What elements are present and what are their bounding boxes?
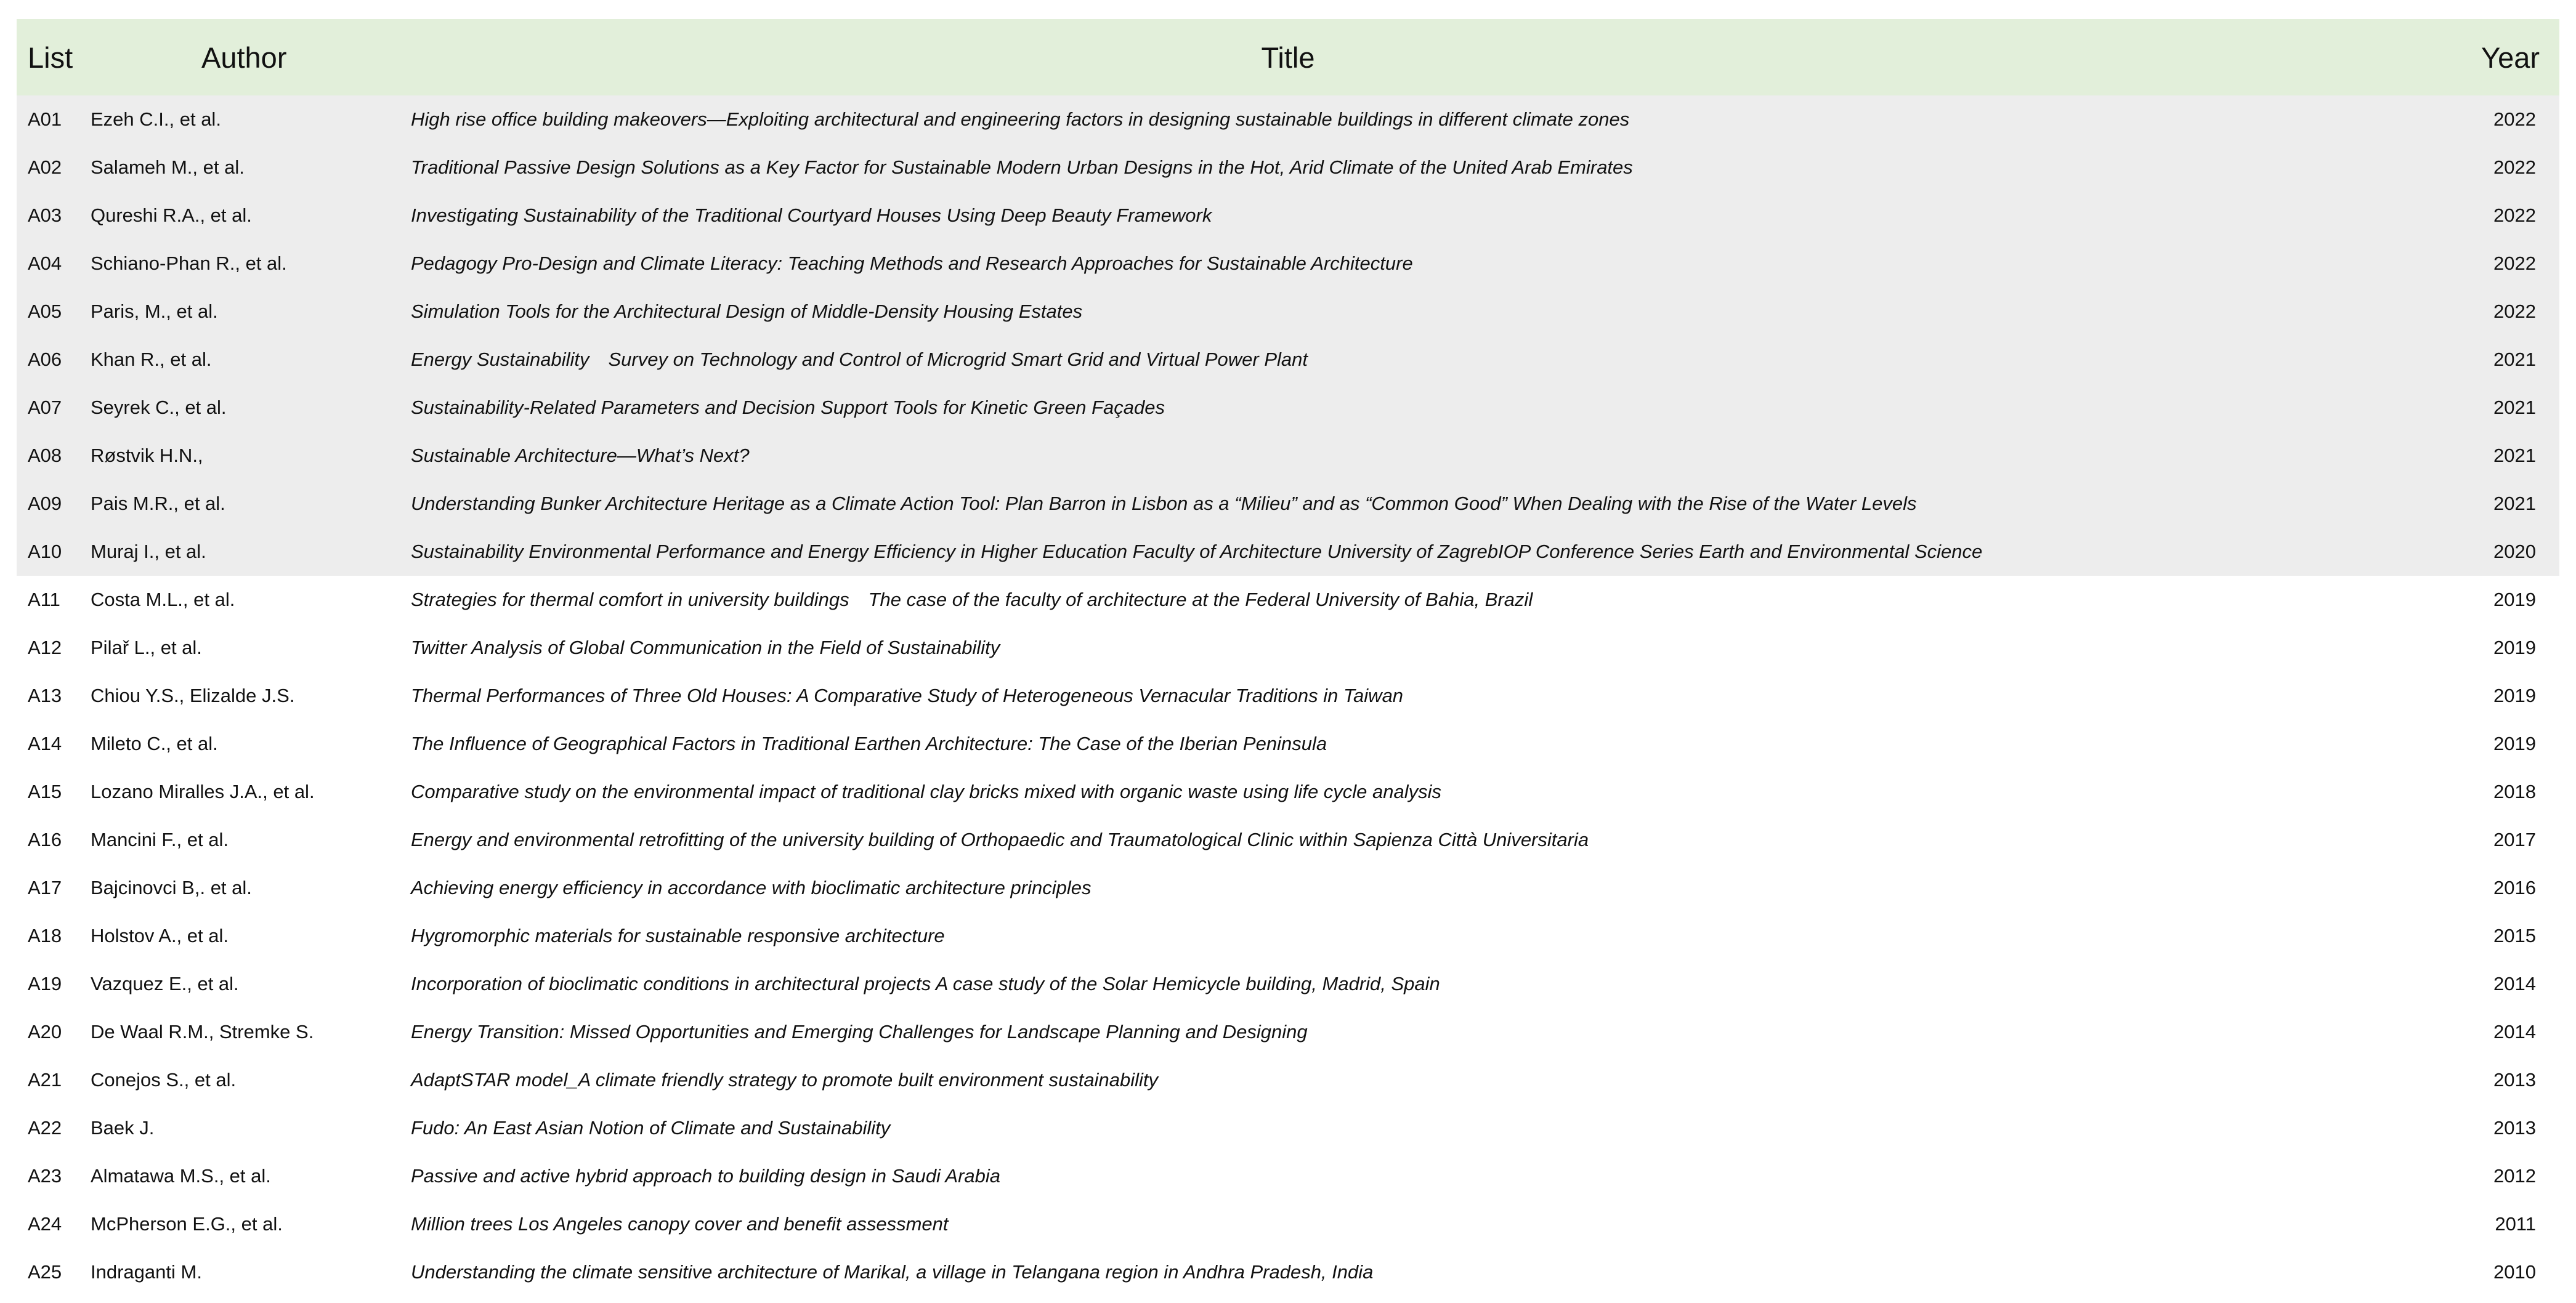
cell-list: A07 [28,397,62,418]
table-row [17,384,2559,432]
cell-author: Røstvik H.N., [91,445,203,466]
cell-author: Paris, M., et al. [91,301,218,322]
cell-year: 2022 [2493,204,2536,226]
cell-year: 2011 [2495,1213,2536,1235]
cell-year: 2019 [2493,637,2536,658]
cell-title: Hygromorphic materials for sustainable responsive architecture [411,925,945,946]
cell-year: 2021 [2493,493,2536,514]
table-row [17,1152,2559,1200]
cell-year: 2015 [2493,925,2536,946]
cell-list: A03 [28,204,62,226]
cell-title: Investigating Sustainability of the Traditional Courtyard Houses Using Deep Beauty Framework [411,204,1212,226]
table-row [17,143,2559,192]
cell-year: 2014 [2493,1021,2536,1043]
table-row [17,624,2559,672]
cell-author: Chiou Y.S., Elizalde J.S. [91,685,295,706]
header-list: List [28,41,73,74]
cell-author: Holstov A., et al. [91,925,229,946]
cell-author: Almatawa M.S., et al. [91,1165,271,1187]
table-row [17,1200,2559,1248]
cell-title: Energy Sustainability Survey on Technology and Control of Microgrid Smart Grid and Virtual Power Plant [411,349,1308,370]
table-row [17,95,2559,143]
table-row [17,336,2559,384]
cell-year: 2021 [2493,349,2536,370]
cell-title: Million trees Los Angeles canopy cover and benefit assessment [411,1213,949,1235]
cell-list: A14 [28,733,62,754]
cell-author: De Waal R.M., Stremke S. [91,1021,314,1043]
cell-list: A18 [28,925,62,946]
cell-author: Salameh M., et al. [91,156,245,178]
cell-title: Achieving energy efficiency in accordance with bioclimatic architecture principles [411,877,1092,898]
table-row [17,960,2559,1008]
cell-list: A04 [28,252,62,274]
cell-title: Comparative study on the environmental impact of traditional clay bricks mixed with organic waste using life cycle analysis [411,781,1442,802]
cell-author: Lozano Miralles J.A., et al. [91,781,315,802]
cell-title: Passive and active hybrid approach to building design in Saudi Arabia [411,1165,1001,1187]
cell-list: A25 [28,1261,62,1283]
cell-list: A02 [28,156,62,178]
cell-year: 2022 [2493,301,2536,322]
table-row [17,1104,2559,1152]
cell-year: 2021 [2493,397,2536,418]
cell-author: McPherson E.G., et al. [91,1213,283,1235]
table-row [17,240,2559,288]
cell-year: 2013 [2493,1117,2536,1139]
cell-list: A24 [28,1213,62,1235]
table-row [17,864,2559,912]
header-title: Title [1261,41,1315,74]
cell-title: Incorporation of bioclimatic conditions in architectural projects A case study of the Solar Hemicycle building, Madrid, Spain [411,973,1440,994]
cell-title: Energy and environmental retrofitting of the university building of Orthopaedic and Traumatological Clinic within Sapienza Città Universitaria [411,829,1589,850]
cell-title: Understanding Bunker Architecture Heritage as a Climate Action Tool: Plan Barron in Lisbon as a “Milieu” and as “Common Good” When Dealing with the Rise of the Water Levels [411,493,1917,514]
cell-author: Pais M.R., et al. [91,493,225,514]
cell-author: Bajcinovci B,. et al. [91,877,252,898]
cell-year: 2022 [2493,252,2536,274]
reference-table [17,19,2559,1296]
cell-title: Thermal Performances of Three Old Houses: A Comparative Study of Heterogeneous Vernacular Traditions in Taiwan [411,685,1404,706]
cell-author: Vazquez E., et al. [91,973,239,994]
table-row [17,1248,2559,1296]
cell-list: A11 [28,589,60,610]
cell-year: 2021 [2493,445,2536,466]
cell-title: Pedagogy Pro-Design and Climate Literacy: Teaching Methods and Research Approaches for Sustainable Architecture [411,252,1413,274]
header-author: Author [201,41,287,74]
cell-title: High rise office building makeovers—Exploiting architectural and engineering factors in designing sustainable buildings in different climate zones [411,108,1630,130]
cell-author: Schiano-Phan R., et al. [91,252,287,274]
cell-year: 2022 [2493,156,2536,178]
cell-author: Ezeh C.I., et al. [91,108,221,130]
cell-list: A01 [28,108,62,130]
cell-year: 2016 [2493,877,2536,898]
cell-list: A09 [28,493,62,514]
header-year: Year [2481,41,2540,74]
cell-title: AdaptSTAR model_A climate friendly strategy to promote built environment sustainability [411,1069,1159,1091]
cell-author: Muraj I., et al. [91,541,206,562]
cell-list: A23 [28,1165,62,1187]
table-row [17,768,2559,816]
cell-title: Strategies for thermal comfort in university buildings The case of the faculty of architecture at the Federal University of Bahia, Brazil [411,589,1533,610]
cell-title: Sustainable Architecture—What’s Next? [411,445,750,466]
cell-list: A21 [28,1069,62,1091]
cell-list: A15 [28,781,62,802]
cell-year: 2019 [2493,733,2536,754]
table-row [17,480,2559,528]
cell-title: Fudo: An East Asian Notion of Climate and Sustainability [411,1117,891,1139]
cell-year: 2018 [2493,781,2536,802]
table-row [17,816,2559,864]
cell-year: 2012 [2493,1165,2536,1187]
cell-year: 2019 [2493,685,2536,706]
cell-author: Seyrek C., et al. [91,397,227,418]
cell-year: 2017 [2493,829,2536,850]
cell-title: Traditional Passive Design Solutions as a Key Factor for Sustainable Modern Urban Designs in the Hot, Arid Climate of the United Arab Emirates [411,156,1633,178]
cell-title: Sustainability Environmental Performance and Energy Efficiency in Higher Education Faculty of Architecture University of ZagrebIOP Conference Series Earth and Environmental Science [411,541,1983,562]
cell-author: Mileto C., et al. [91,733,218,754]
cell-list: A16 [28,829,62,850]
cell-title: Twitter Analysis of Global Communication in the Field of Sustainability [411,637,1000,658]
table-row [17,1008,2559,1056]
table-row [17,576,2559,624]
cell-list: A22 [28,1117,62,1139]
cell-list: A06 [28,349,62,370]
cell-author: Mancini F., et al. [91,829,229,850]
table-row [17,1056,2559,1104]
cell-author: Costa M.L., et al. [91,589,235,610]
table-body [17,95,2559,1296]
cell-author: Indraganti M. [91,1261,202,1283]
cell-author: Qureshi R.A., et al. [91,204,252,226]
cell-list: A19 [28,973,62,994]
cell-list: A10 [28,541,62,562]
cell-author: Baek J. [91,1117,155,1139]
table-header [17,19,2559,95]
cell-year: 2014 [2493,973,2536,994]
cell-title: The Influence of Geographical Factors in Traditional Earthen Architecture: The Case of the Iberian Peninsula [411,733,1327,754]
cell-title: Energy Transition: Missed Opportunities and Emerging Challenges for Landscape Planning and Designing [411,1021,1308,1043]
table-row [17,528,2559,576]
table-row [17,288,2559,336]
cell-year: 2022 [2493,108,2536,130]
cell-author: Conejos S., et al. [91,1069,237,1091]
cell-title: Simulation Tools for the Architectural Design of Middle-Density Housing Estates [411,301,1083,322]
cell-list: A12 [28,637,62,658]
cell-title: Understanding the climate sensitive architecture of Marikal, a village in Telangana region in Andhra Pradesh, India [411,1261,1374,1283]
cell-year: 2010 [2493,1261,2536,1283]
cell-title: Sustainability-Related Parameters and Decision Support Tools for Kinetic Green Façades [411,397,1165,418]
cell-year: 2013 [2493,1069,2536,1091]
cell-list: A20 [28,1021,62,1043]
table-row [17,672,2559,720]
cell-year: 2020 [2493,541,2536,562]
cell-list: A05 [28,301,62,322]
cell-year: 2019 [2493,589,2536,610]
cell-list: A13 [28,685,62,706]
table-row [17,912,2559,960]
cell-author: Khan R., et al. [91,349,212,370]
table-row [17,432,2559,480]
table-row [17,192,2559,240]
cell-list: A08 [28,445,62,466]
cell-list: A17 [28,877,62,898]
cell-author: Pilař L., et al. [91,637,202,658]
table-row [17,720,2559,768]
